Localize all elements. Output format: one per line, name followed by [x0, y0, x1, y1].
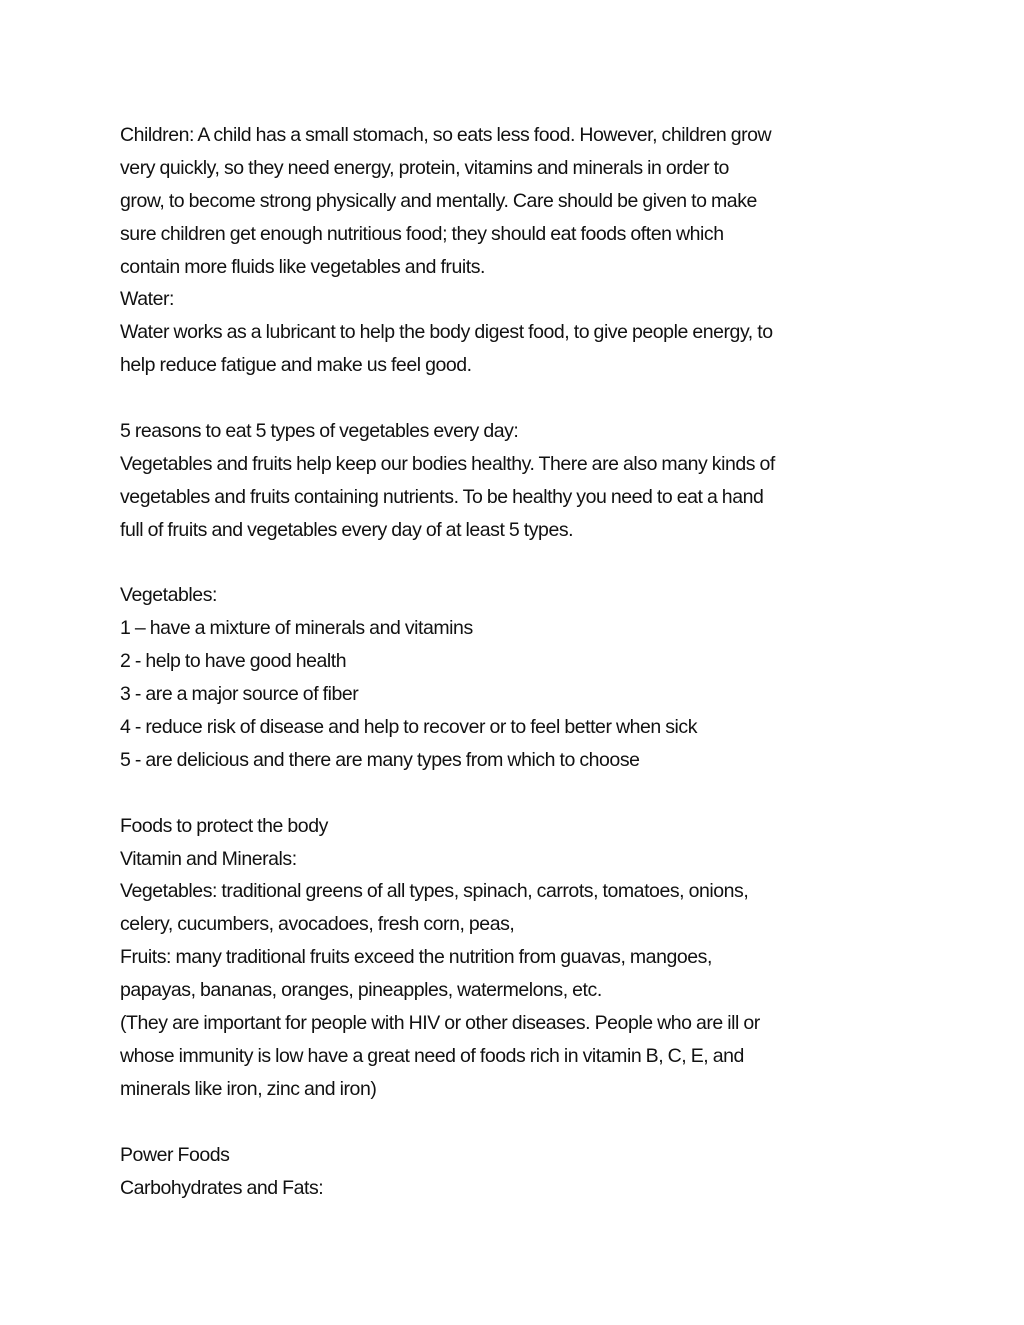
text-line: Vegetables: traditional greens of all types, spinach, carrots, tomatoes, onions, — [120, 880, 749, 903]
water-heading: Water: — [120, 288, 175, 311]
power-heading: Power Foods — [120, 1143, 230, 1166]
list-item: 5 - are delicious and there are many types from which to choose — [120, 748, 640, 771]
text-line: (They are important for people with HIV or other diseases. People who are ill or — [120, 1012, 760, 1035]
protect-heading: Foods to protect the body — [120, 814, 328, 837]
text-line: minerals like iron, zinc and iron) — [120, 1077, 377, 1100]
list-item: 2 - help to have good health — [120, 650, 347, 673]
text-line: Vegetables and fruits help keep our bodies healthy. There are also many kinds of — [120, 452, 775, 475]
document-page — [120, 119, 910, 1204]
vegetables-list — [120, 579, 910, 776]
text-line: full of fruits and vegetables every day of at least 5 types. — [120, 518, 574, 541]
text-line: help reduce fatigue and make us feel good. — [120, 354, 472, 377]
text-line: sure children get enough nutritious food; they should eat foods often which — [120, 222, 724, 245]
blank-line — [120, 382, 910, 415]
text-line: grow, to become strong physically and mentally. Care should be given to make — [120, 189, 757, 212]
text-line: contain more fluids like vegetables and fruits. — [120, 255, 485, 278]
text-line: vegetables and fruits containing nutrients. To be healthy you need to eat a hand — [120, 485, 764, 508]
text-line: Fruits: many traditional fruits exceed the nutrition from guavas, mangoes, — [120, 946, 712, 969]
children-paragraph — [120, 119, 910, 283]
blank-line — [120, 547, 910, 580]
reasons-heading: 5 reasons to eat 5 types of vegetables every day: — [120, 420, 519, 443]
protect-subheading: Vitamin and Minerals: — [120, 847, 297, 870]
list-item: 3 - are a major source of fiber — [120, 683, 359, 706]
blank-line — [120, 1106, 910, 1139]
protect-section — [120, 810, 910, 1106]
water-section — [120, 283, 910, 382]
text-line: papayas, bananas, oranges, pineapples, watermelons, etc. — [120, 979, 602, 1002]
text-line: Water works as a lubricant to help the body digest food, to give people energy, to — [120, 321, 773, 344]
power-section — [120, 1139, 910, 1205]
reasons-section — [120, 415, 910, 547]
text-line: very quickly, so they need energy, protein, vitamins and minerals in order to — [120, 156, 729, 179]
blank-line — [120, 777, 910, 810]
list-item: 4 - reduce risk of disease and help to recover or to feel better when sick — [120, 716, 698, 739]
list-item: 1 – have a mixture of minerals and vitamins — [120, 617, 473, 640]
vegetables-heading: Vegetables: — [120, 584, 217, 607]
text-line: whose immunity is low have a great need of foods rich in vitamin B, C, E, and — [120, 1044, 744, 1067]
text-line: Children: A child has a small stomach, so eats less food. However, children grow — [120, 124, 772, 146]
power-subheading: Carbohydrates and Fats: — [120, 1176, 324, 1199]
text-line: celery, cucumbers, avocadoes, fresh corn, peas, — [120, 913, 515, 936]
